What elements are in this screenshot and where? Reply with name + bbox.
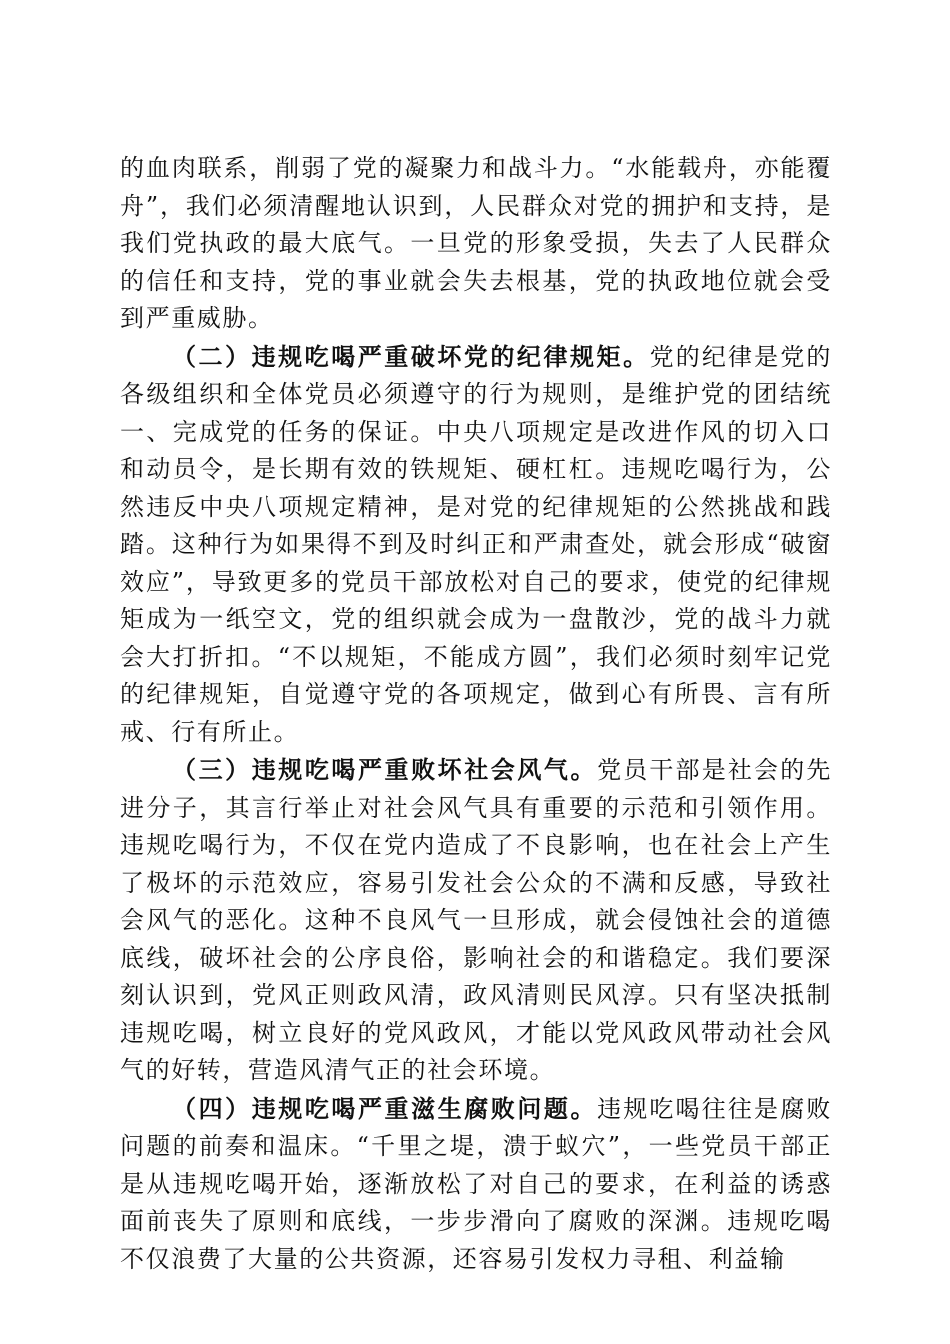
paragraph-text: 党的纪律是党的各级组织和全体党员必须遵守的行为规则，是维护党的团结统一、完成党的任务的保证。中央八项规定是改进作风的切入口和动员令，是长期有效的铁规矩、硬杠杠。违规吃喝行为，公然违反中央八项规定精神，是对党的纪律规矩的公然挑战和践踏。这种行为如果得不到及时纠正和严肃查处，就会形成“破窗效应”，导致更多的党员干部放松对自己的要求，使党的纪律规矩成为一纸空文，党的组织就会成为一盘散沙，党的战斗力就会大打折扣。“不以规矩，不能成方圆”，我们必须时刻牢记党的纪律规矩，自觉遵守党的各项规定，做到心有所畏、言有所戒、行有所止。 bbox=[120, 342, 833, 746]
paragraph-text: 的血肉联系，削弱了党的凝聚力和战斗力。“水能载舟，亦能覆舟”，我们必须清醒地认识到，人民群众对党的拥护和支持，是我们党执政的最大底气。一旦党的形象受损，失去了人民群众的信任和支持，党的事业就会失去根基，党的执政地位就会受到严重威胁。 bbox=[120, 154, 832, 332]
paragraph-section-2 bbox=[120, 338, 832, 752]
paragraph-text: 党员干部是社会的先进分子，其言行举止对社会风气具有重要的示范和引领作用。违规吃喝行为，不仅在党内造成了不良影响，也在社会上产生了极坏的示范效应，容易引发社会公众的不满和反感，导致社会风气的恶化。这种不良风气一旦形成，就会侵蚀社会的道德底线，破坏社会的公序良俗，影响社会的和谐稳定。我们要深刻认识到，党风正则政风清，政风清则民风淳。只有坚决抵制违规吃喝，树立良好的党风政风，才能以党风政风带动社会风气的好转，营造风清气正的社会环境。 bbox=[120, 756, 832, 1084]
document-body bbox=[120, 150, 832, 1278]
section-heading: （四）违规吃喝严重滋生腐败问题。 bbox=[172, 1093, 598, 1123]
section-heading: （二）违规吃喝严重破坏党的纪律规矩。 bbox=[172, 341, 650, 371]
paragraph-continuation bbox=[120, 150, 832, 338]
paragraph-section-3 bbox=[120, 751, 832, 1090]
section-heading: （三）违规吃喝严重败坏社会风气。 bbox=[172, 755, 598, 784]
paragraph-section-4 bbox=[120, 1090, 832, 1279]
paragraph-text: 违规吃喝往往是腐败问题的前奏和温床。“千里之堤，溃于蚁穴”，一些党员干部正是从违规吃喝开始，逐渐放松了对自己的要求，在利益的诱惑面前丧失了原则和底线，一步步滑向了腐败的深渊。违规吃喝不仅浪费了大量的公共资源，还容易引发权力寻租、利益输 bbox=[120, 1094, 832, 1273]
